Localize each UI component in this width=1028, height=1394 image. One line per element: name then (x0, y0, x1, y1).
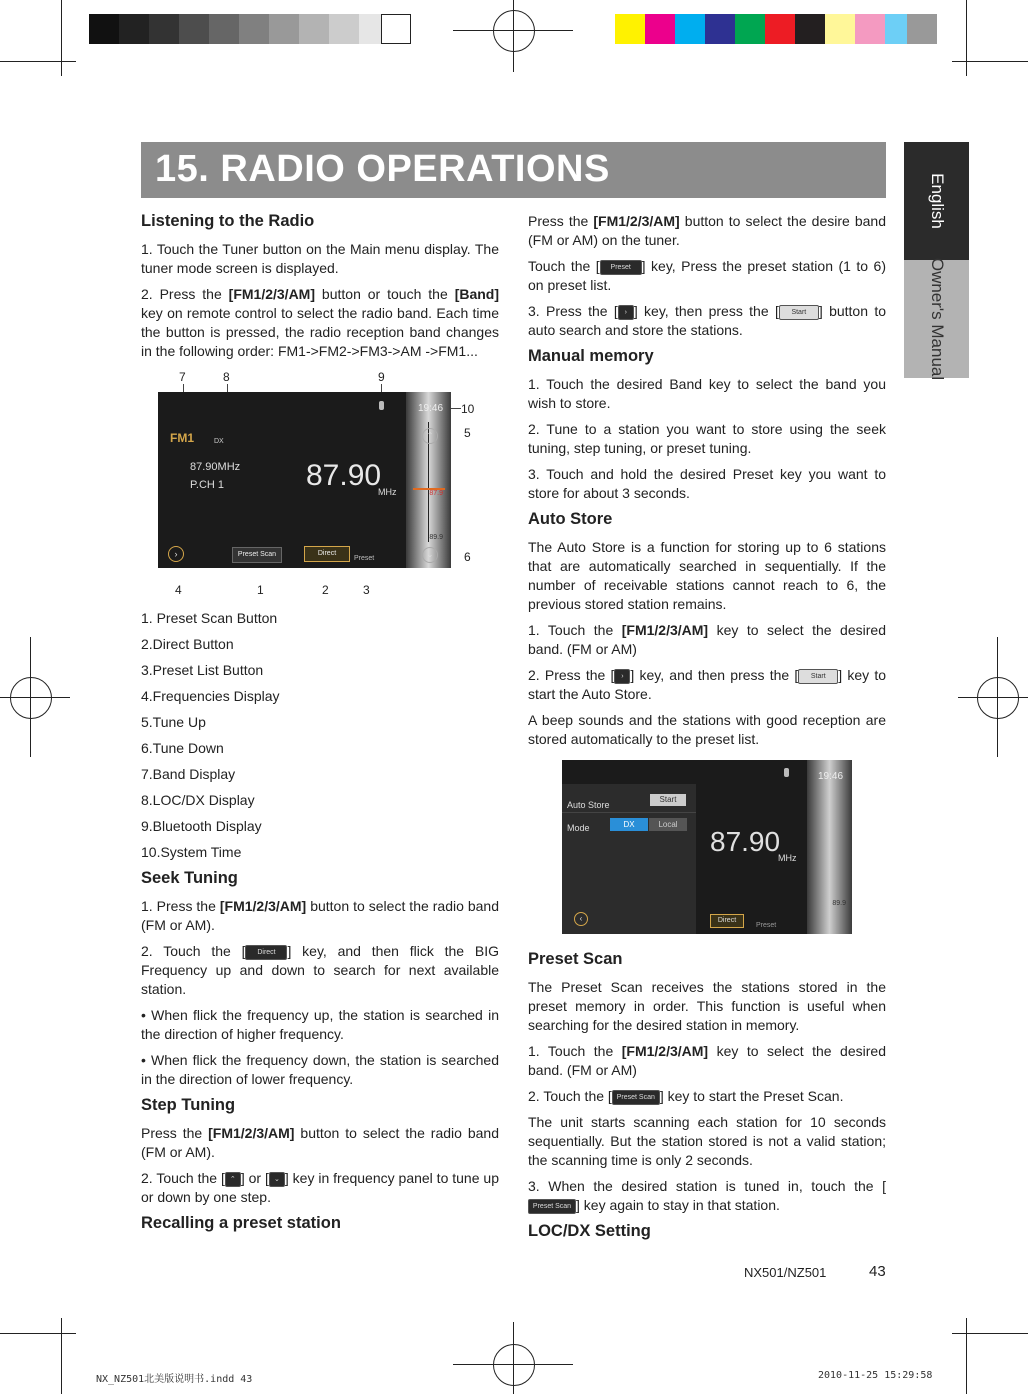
auto-store-label: Auto Store (567, 800, 610, 810)
preset-scan-button[interactable]: Preset Scan (232, 547, 282, 563)
list-item: 7.Band Display (141, 766, 236, 782)
section-header (141, 142, 886, 198)
slug-filename: NX_NZ501北美版说明书.indd 43 (96, 1374, 253, 1385)
swatch (269, 14, 299, 44)
direct-button[interactable]: Direct (304, 546, 350, 562)
right-column (528, 212, 886, 1250)
preset-key: Preset (600, 260, 642, 275)
callout: 1 (257, 583, 264, 597)
frequency-unit: MHz (378, 487, 397, 497)
mode-label: Mode (567, 823, 590, 833)
chevron-right-icon: › (614, 669, 630, 684)
tuner-screen-diagram (141, 368, 499, 601)
tuner-screen (158, 392, 451, 568)
paragraph: 3. Press the [ › ] key, then press the [ Start ] button to auto search and store the stations. (528, 303, 886, 338)
swatch (795, 14, 825, 44)
frequency-unit: MHz (778, 853, 797, 863)
heading-step-tuning: Step Tuning (141, 1096, 236, 1114)
callout: 7 (179, 370, 186, 384)
callout: 2 (322, 583, 329, 597)
direct-button[interactable]: Direct (710, 914, 744, 928)
heading-auto-store: Auto Store (528, 510, 613, 528)
callout: 4 (175, 583, 182, 597)
paragraph: 3. When the desired station is tuned in, touch the [Preset Scan ] key again to stay in that station. (528, 1178, 886, 1213)
paragraph: 1. Touch the [FM1/2/3/AM] key to select the desired band. (FM or AM) (528, 622, 886, 657)
paragraph: • When flick the frequency up, the station is searched in the direction of higher frequency. (141, 1007, 499, 1042)
heading-manual-memory: Manual memory (528, 347, 654, 365)
paragraph: Press the [FM1/2/3/AM] button to select the radio band (FM or AM). (141, 1125, 499, 1160)
paragraph: 1. Touch the [FM1/2/3/AM] key to select the desired band. (FM or AM) (528, 1043, 886, 1078)
system-time: 19:46 (818, 771, 844, 782)
callout: 3 (363, 583, 370, 597)
callout: 10 (461, 402, 475, 416)
loc-dx-display: DX (214, 438, 224, 445)
preset-scan-key: Preset Scan (612, 1090, 660, 1105)
side-tab-english (904, 142, 969, 260)
start-button[interactable]: Start (650, 794, 686, 806)
scale-marker-label: 87.9 (429, 490, 443, 497)
page-title: 15. RADIO OPERATIONS (155, 148, 610, 190)
preset-list-button[interactable]: Preset (354, 555, 375, 562)
paragraph: 2. Tune to a station you want to store using the seek tuning, step tuning, or preset tuning. (528, 421, 886, 456)
start-key: Start (779, 305, 819, 320)
list-item: 1. Preset Scan Button (141, 610, 278, 626)
tune-down-icon[interactable]: ⌄ (422, 547, 438, 563)
list-item: 5.Tune Up (141, 714, 206, 730)
bluetooth-icon (379, 401, 384, 410)
paragraph: 1. Touch the desired Band key to select the band you wish to store. (528, 376, 886, 411)
back-icon[interactable]: ‹ (574, 912, 588, 926)
slug-date: 2010-11-25 15:29:58 (818, 1370, 933, 1381)
swatch (705, 14, 735, 44)
list-item: 8.LOC/DX Display (141, 792, 255, 808)
swatch (149, 14, 179, 44)
chevron-right-icon[interactable]: › (168, 546, 184, 562)
callout: 8 (223, 370, 230, 384)
paragraph: 1. Press the [FM1/2/3/AM] button to select the radio band (FM or AM). (141, 898, 500, 933)
preset-button[interactable]: Preset (756, 922, 777, 929)
frequency-big: 87.90 (306, 459, 382, 492)
swatch (825, 14, 855, 44)
swatch (765, 14, 795, 44)
scale-low-label: 89.9 (429, 534, 443, 541)
swatch (299, 14, 329, 44)
paragraph: 3. Touch and hold the desired Preset key you want to store for about 3 seconds. (528, 466, 886, 501)
heading-seek-tuning: Seek Tuning (141, 869, 238, 887)
swatch (209, 14, 239, 44)
swatch (329, 14, 359, 44)
callout: 9 (378, 370, 385, 384)
start-key: Start (798, 669, 838, 684)
paragraph: 2. Touch the [ ⌃ ] or [ ⌄ ] key in frequency panel to tune up or down by one step. (141, 1170, 499, 1205)
paragraph: • When flick the frequency down, the station is searched in the direction of lower frequency. (141, 1052, 499, 1087)
callout: 5 (464, 426, 471, 440)
paragraph: 2. Press the [FM1/2/3/AM] button or touch the [Band] key on remote control to select the radio band. Each time the button is pressed, the radio reception band changes in the following order: FM1->FM2->FM3->AM ->FM1... (141, 286, 500, 359)
side-tab-label: English (927, 173, 947, 229)
scale-low-label: 89.9 (832, 900, 846, 907)
side-tab-owners-manual (904, 257, 969, 381)
swatch (381, 14, 411, 44)
heading-preset-scan: Preset Scan (528, 950, 623, 968)
swatch (119, 14, 149, 44)
auto-store-screen (562, 760, 852, 934)
left-column (141, 212, 499, 1242)
swatch (615, 14, 645, 44)
swatch (645, 14, 675, 44)
tune-up-icon[interactable]: ⌃ (422, 428, 438, 444)
dx-button[interactable]: DX (610, 818, 648, 831)
local-button[interactable]: Local (649, 818, 687, 831)
page-number: 43 (869, 1263, 886, 1280)
direct-key: Direct (245, 945, 287, 960)
swatch (179, 14, 209, 44)
heading-loc-dx-setting: LOC/DX Setting (528, 1222, 651, 1240)
paragraph: The Preset Scan receives the stations stored in the preset memory in order. This function is useful when searching for the desired station in memory. (528, 979, 886, 1033)
preset-channel: P.CH 1 (190, 479, 225, 491)
list-item: 2.Direct Button (141, 636, 234, 652)
paragraph: 2. Touch the [ Direct ] key, and then flick the BIG Frequency up and down to search for next available station. (141, 943, 499, 997)
paragraph: The Auto Store is a function for storing up to 6 stations that are automatically searched in sequentially. If the number of receivable stations cannot reach to 6, the previous stored station remains. (528, 539, 886, 612)
frequency-big: 87.90 (710, 826, 781, 857)
paragraph: 2. Press the [ › ] key, and then press the [ Start ] key to start the Auto Store. (528, 667, 886, 702)
swatch (239, 14, 269, 44)
paragraph: 2. Touch the [ Preset Scan ] key to start the Preset Scan. (528, 1088, 844, 1104)
chevron-up-icon: ⌃ (225, 1172, 241, 1187)
model-number: NX501/NZ501 (744, 1265, 827, 1280)
side-tab-label: Owner's Manual (927, 257, 947, 381)
heading-listening: Listening to the Radio (141, 212, 315, 230)
list-item: 4.Frequencies Display (141, 688, 280, 704)
list-item: 3.Preset List Button (141, 662, 264, 678)
list-item: 10.System Time (141, 844, 242, 860)
band-display: FM1 (170, 431, 194, 445)
system-time: 19:46 (418, 403, 444, 414)
list-item: 9.Bluetooth Display (141, 818, 262, 834)
paragraph: The unit starts scanning each station for 10 seconds sequentially. But the station stored is not a valid station; the scanning time is only 2 seconds. (528, 1114, 886, 1168)
swatch (89, 14, 119, 44)
callout: 6 (464, 550, 471, 564)
paragraph: 1. Touch the Tuner button on the Main menu display. The tuner mode screen is displayed. (141, 241, 499, 276)
paragraph: Press the [FM1/2/3/AM] button to select the desire band (FM or AM) on the tuner. (528, 213, 886, 248)
paragraph: Touch the [ Preset ] key, Press the preset station (1 to 6) on preset list. (528, 258, 886, 293)
frequency-small: 87.90MHz (190, 461, 241, 473)
swatch (855, 14, 885, 44)
list-item: 6.Tune Down (141, 740, 224, 756)
swatch (675, 14, 705, 44)
heading-recalling-preset: Recalling a preset station (141, 1214, 341, 1232)
paragraph: A beep sounds and the stations with good reception are stored automatically to the preset list. (528, 712, 886, 747)
bluetooth-icon (784, 768, 789, 777)
swatch (907, 14, 937, 44)
chevron-down-icon: ⌄ (269, 1172, 285, 1187)
preset-scan-key: Preset Scan (528, 1199, 576, 1214)
swatch (735, 14, 765, 44)
auto-store-panel (562, 784, 696, 934)
chevron-right-icon: › (618, 305, 634, 320)
